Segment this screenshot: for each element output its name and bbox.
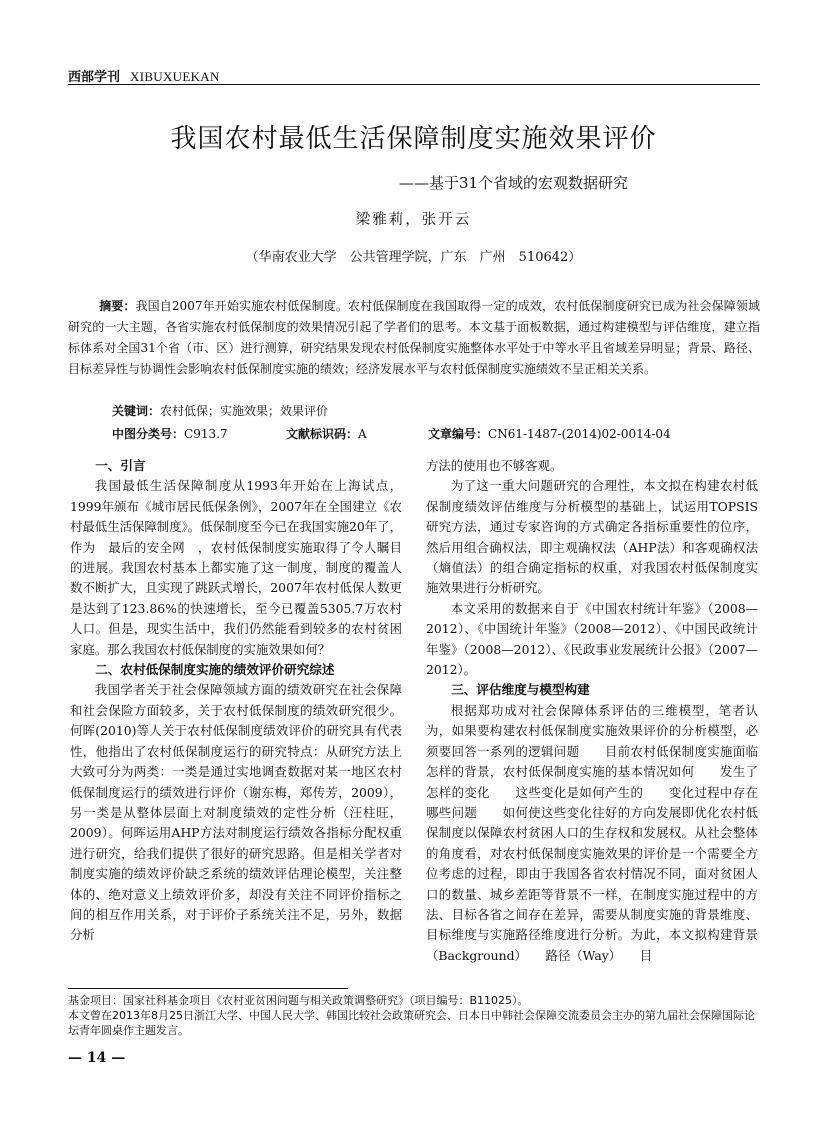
body-paragraph: 为了这一重大问题研究的合理性，本文拟在构建农村低保制度绩效评估维度与分析模型的基础上，试运用TOPSIS研究方法，通过专家咨询的方式确定各指标重要性的位序，然后用组合确权法，即主观确权法（AHP法）和客观确权法（熵值法）的组合确定指标的权重，对我国农村低保制度实施效果进行分析研究。 (426, 478, 758, 596)
doc-code: A (358, 427, 367, 441)
left-column (70, 456, 402, 946)
section-heading: 三、评估维度与模型构建 (451, 682, 590, 698)
abstract (68, 296, 760, 380)
section-heading: 一、引言 (95, 458, 146, 473)
body-paragraph: 我国最低生活保障制度从1993年开始在上海试点，1999年颁布《城市居民低保条例》，2007年在全国建立《农村最低生活保障制度》。低保制度至今已在我国实施20年了，作为 最后的安全网 ，农村低保制度实施取得了令人瞩目的进展。我国农村基本上都实施了这一制度，制度的覆盖人数不断扩大，且实现了跳跃式增长，2007年农村低保人数更是达到了123.86%的快速增长，至今已覆盖5305.7万农村人口。但是，现实生活中，我们仍然能看到较多的农村贫困家庭。那么我国农村低保制度的实施效果如何？ (70, 478, 402, 657)
body-paragraph: 本文采用的数据来自于《中国农村统计年鉴》（2008—2012）、《中国统计年鉴》（2008—2012）、《中国民政统计年鉴》（2008—2012）、《民政事业发展统计公报》（2007—2012）。 (426, 600, 758, 678)
keywords-label: 关键词： (112, 404, 161, 418)
doc-code-label: 文献标识码： (286, 427, 359, 441)
abstract-label: 摘要： (99, 299, 136, 313)
footnote-presentation: 本文曾在2013年8月25日浙江大学、中国人民大学、韩国比较社会政策研究会、日本日中韩社会保障交流委员会主办的第九届社会保障国际论坛青年圆桌作主题发言。 (68, 1009, 755, 1037)
article-number-label: 文章编号： (428, 427, 489, 441)
classification-line (112, 425, 762, 442)
authors: 梁雅莉，张开云 (355, 212, 472, 228)
footnotes (68, 993, 760, 1038)
running-header (68, 66, 220, 85)
journal-name: 西部学刊 (68, 70, 121, 85)
header-rule (68, 84, 760, 85)
body-paragraph: 根据郑功成对社会保障体系评估的三维模型，笔者认为，如果要构建农村低保制度实施效果评价的分析模型，必须要回答一系列的逻辑问题 目前农村低保制度实施面临怎样的背景，农村低保制度实施的基本情况如何 发生了怎样的变化 这些变化是如何产生的 变化过程中存在哪些问题 如何使这些变化往好的方向发展即优化农村低保制度以保障农村贫困人口的生存权和发展权。从社会整体的角度看，对农村低保制度实施效果的评价是一个需要全方位考虑的过程，即由于我国各省农村情况不同，面对贫困人口的数量、城乡差距等背景不一样，在制度实施过程中的方法、目标各省之间存在差异，需要从制度实施的背景维度、目标维度与实施路径维度进行分析。为此，本文拟构建背景（Background） 路径（Way） 目 (426, 702, 758, 963)
body-paragraph: 我国学者关于社会保障领域方面的绩效研究在社会保障和社会保险方面较多，关于农村低保制度的绩效研究很少。何晖(2010)等人关于农村低保制度绩效评价的研究具有代表性，他指出了农村低保制度运行的研究特点：从研究方法上大致可分为两类：一类是通过实地调查数据对某一地区农村低保制度运行的绩效进行评价（谢东梅，郑传芳，2009），另一类是从整体层面上对制度绩效的定性分析（汪柱旺，2009）。何晖运用AHP方法对制度运行绩效各指标分配权重进行研究，给我们提供了很好的研究思路。但是相关学者对制度实施的绩效评价缺乏系统的绩效评估理论模型，关注整体的、绝对意义上绩效评价多，却没有关注不同评价指标之间的相互作用关系，对于评价子系统关注不足，另外，数据分析 (70, 682, 402, 943)
section-heading: 二、农村低保制度实施的绩效评价研究综述 (95, 662, 335, 678)
paper-title: 我国农村最低生活保障制度实施效果评价 (170, 124, 657, 154)
abstract-text: 我国自2007年开始实施农村低保制度。农村低保制度在我国取得一定的成效，农村低保制度研究已成为社会保障领域研究的一大主题，各省实施农村低保制度的效果情况引起了学者们的思考。本文基于面板数据，通过构建模型与评估维度，建立指标体系对全国31个省（市、区）进行测算，研究结果发现农村低保制度实施整体水平处于中等水平且省域差异明显；背景、路径、目标差异性与协调性会影响农村低保制度实施的绩效；经济发展水平与农村低保制度实施绩效不呈正相关关系。 (68, 299, 760, 376)
keywords-text: 农村低保；实施效果；效果评价 (160, 404, 329, 418)
clc-code: C913.7 (184, 427, 228, 441)
keywords (112, 402, 328, 419)
body-paragraph: 方法的使用也不够客观。 (426, 458, 563, 473)
right-column (426, 456, 758, 966)
footnote-funding: 基金项目：国家社科基金项目《农村亚贫困问题与相关政策调整研究》（项目编号：B11025）。 (68, 994, 529, 1007)
paper-subtitle: ——基于31个省域的宏观数据研究 (398, 174, 629, 192)
article-number: CN61-1487-(2014)02-0014-04 (488, 427, 671, 441)
affiliation: （华南农业大学 公共管理学院，广东 广州 510642） (245, 250, 582, 265)
page-number: — 14 — (68, 1050, 126, 1066)
clc-label: 中图分类号： (112, 427, 185, 441)
journal-name-en: XIBUXUEKAN (130, 69, 220, 84)
footnote-rule (68, 988, 348, 989)
